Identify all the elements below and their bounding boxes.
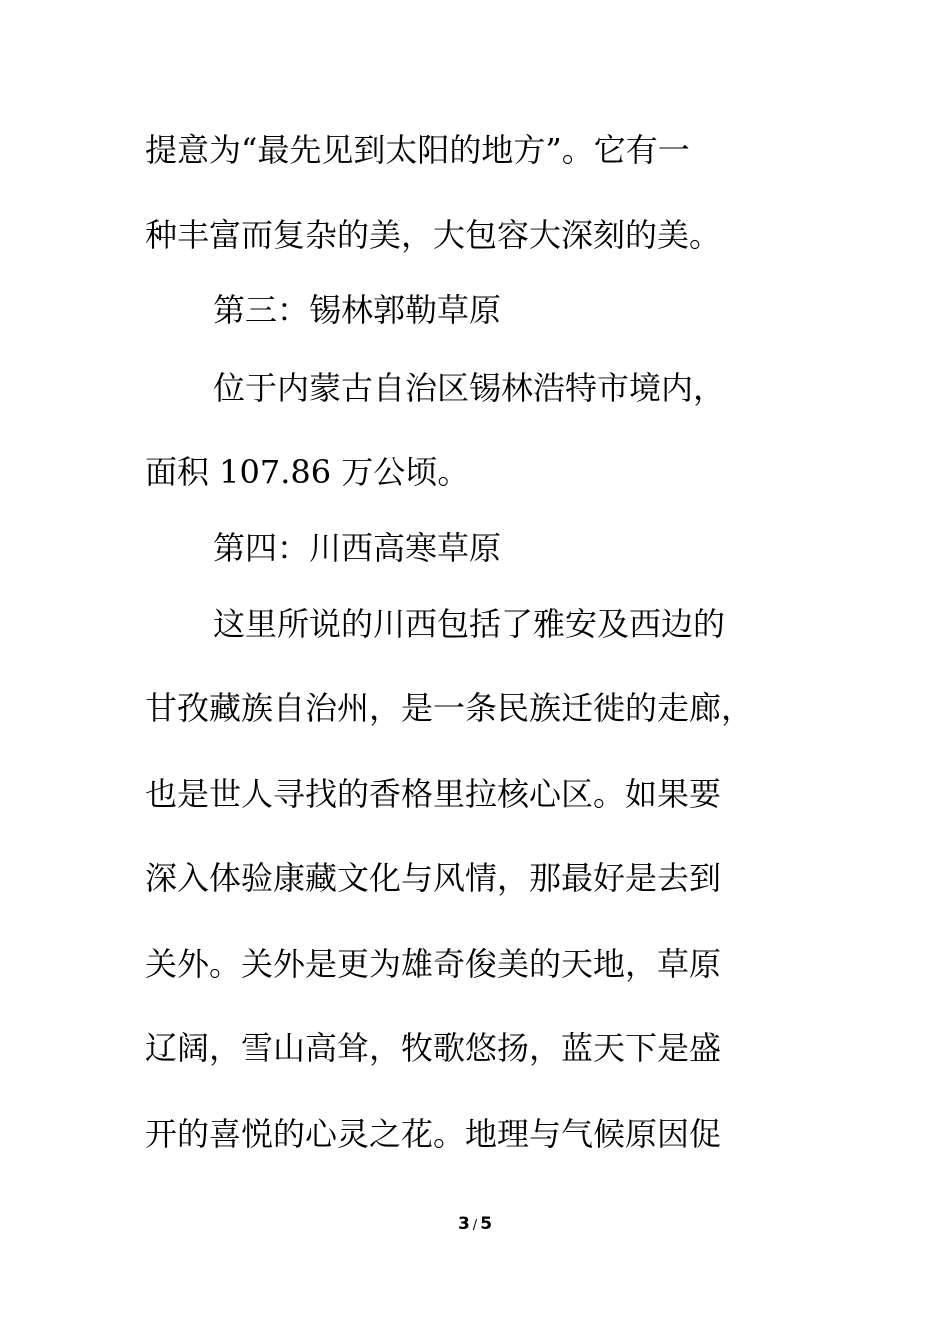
body-line-7: 这里所说的川西包括了雅安及西边的 xyxy=(213,605,726,643)
body-line-5: 面积 107.86 万公顷。 xyxy=(145,453,470,491)
body-line-2: 种丰富而复杂的美，大包容大深刻的美。 xyxy=(145,216,722,254)
body-line-11: 关外。关外是更为雄奇俊美的天地，草原 xyxy=(145,945,722,983)
body-line-8: 甘孜藏族自治州，是一条民族迁徙的走廊， xyxy=(145,689,754,727)
page-number xyxy=(0,1212,950,1238)
current-page-number: 3 xyxy=(457,1214,470,1234)
body-line-9: 也是世人寻找的香格里拉核心区。如果要 xyxy=(145,775,722,813)
body-line-10: 深入体验康藏文化与风情，那最好是去到 xyxy=(145,859,722,897)
page-separator: / xyxy=(472,1218,478,1233)
body-line-1: 提意为“最先见到太阳的地方”。它有一 xyxy=(145,131,690,169)
section-heading-fourth: 第四：川西高寒草原 xyxy=(213,529,502,567)
total-pages-number: 5 xyxy=(480,1214,493,1234)
section-heading-third: 第三：锡林郭勒草原 xyxy=(213,291,502,329)
body-line-13: 开的喜悦的心灵之花。地理与气候原因促 xyxy=(145,1115,722,1153)
body-line-4: 位于内蒙古自治区锡林浩特市境内， xyxy=(213,369,726,407)
body-line-12: 辽阔，雪山高耸，牧歌悠扬，蓝天下是盛 xyxy=(145,1029,722,1067)
